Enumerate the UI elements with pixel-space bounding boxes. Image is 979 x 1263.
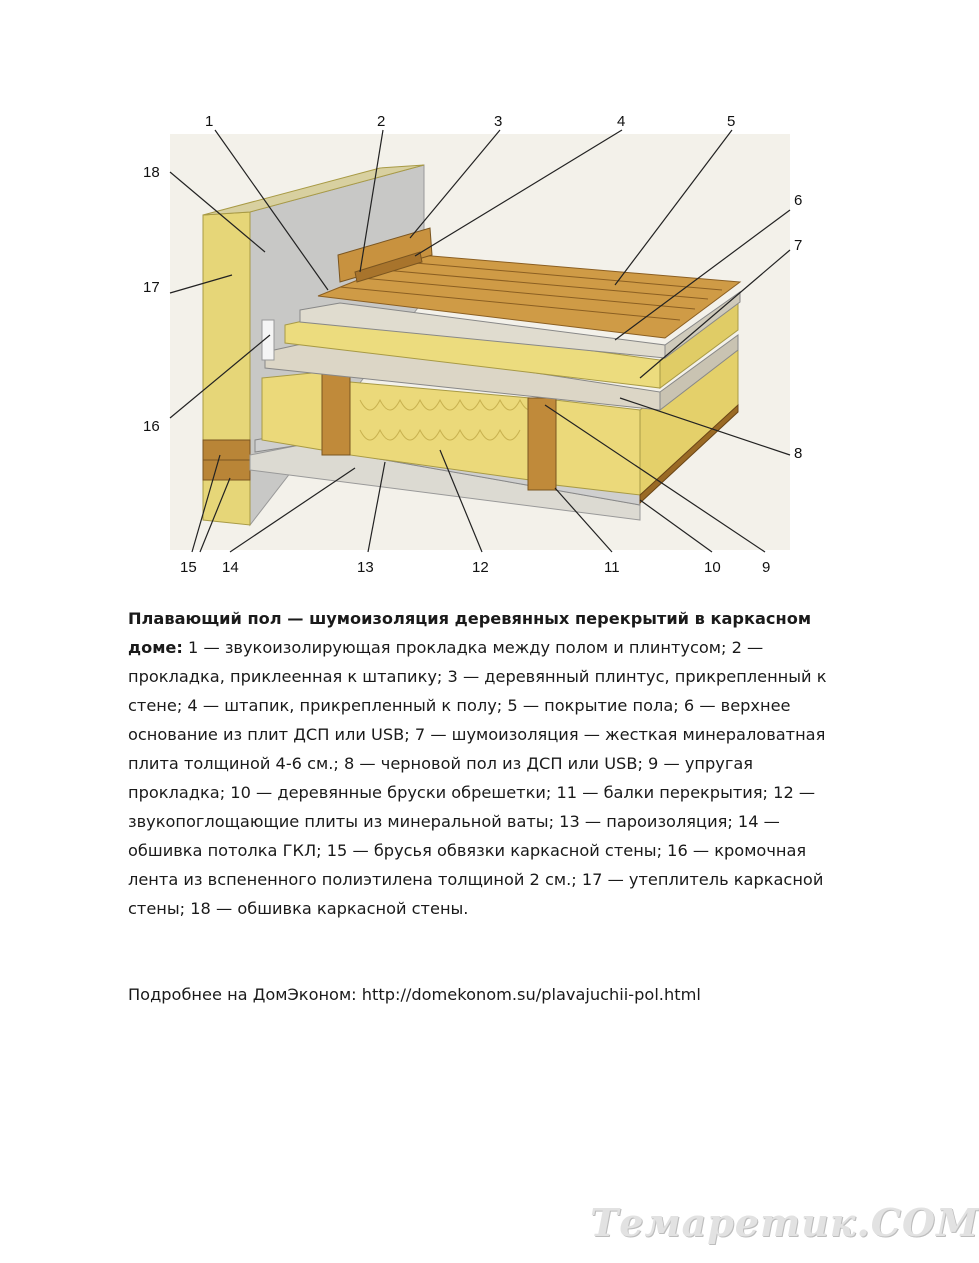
figure-caption (128, 604, 828, 923)
callout-8: 8 (794, 445, 803, 462)
callout-5: 5 (727, 113, 736, 130)
callout-11: 11 (604, 559, 620, 576)
callout-3: 3 (494, 113, 503, 130)
callout-6: 6 (794, 192, 803, 209)
caption-title: Плавающий пол — шумоизоляция деревянных перекрытий в каркасном доме: (128, 609, 812, 657)
callout-4: 4 (617, 113, 626, 130)
mineral-wool-slab-1 (262, 372, 322, 450)
source-line: Подробнее на ДомЭконом: http://domekonom.su/plavajuchii-pol.html (128, 985, 701, 1004)
floor-diagram (0, 0, 893, 600)
caption-body: 1 — звукоизолирующая прокладка между полом и плинтусом; 2 — прокладка, приклеенная к штапику; 3 — деревянный плинтус, прикрепленный к стене; 4 — штапик, прикрепленный к полу; 5 — покрытие пола; 6 — верхнее основание из плит ДСП или USB; 7 — шумоизоляция — жесткая минераловатная плита толщиной 4-6 см.; 8 — черновой пол из ДСП или USB; 9 — упругая прокладка; 10 — деревянные бруски обрешетки; 11 — балки перекрытия; 12 — звукопоглощающие плиты из минеральной ваты; 13 — пароизоляция; 14 — обшивка потолка ГКЛ; 15 — брусья обвязки каркасной стены; 16 — кромочная лента из вспененного полиэтилена толщиной 2 см.; 17 — утеплитель каркасной стены; 18 — обшивка каркасной стены. (128, 638, 827, 918)
callout-9: 9 (762, 559, 771, 576)
callout-12: 12 (472, 559, 489, 576)
callout-18: 18 (143, 164, 160, 181)
mineral-wool-slab-3 (555, 400, 640, 495)
watermark-logo: Темаретик.СОМ (590, 1200, 979, 1245)
callout-15: 15 (180, 559, 197, 576)
callout-17: 17 (143, 279, 160, 296)
floor-joist-2 (528, 398, 556, 490)
callout-2: 2 (377, 113, 386, 130)
callout-14: 14 (222, 559, 239, 576)
floor-joist-1 (322, 372, 350, 455)
callout-16: 16 (143, 418, 160, 435)
callout-7: 7 (794, 237, 803, 254)
callout-13: 13 (357, 559, 374, 576)
callout-10: 10 (704, 559, 721, 576)
callout-1: 1 (205, 113, 214, 130)
